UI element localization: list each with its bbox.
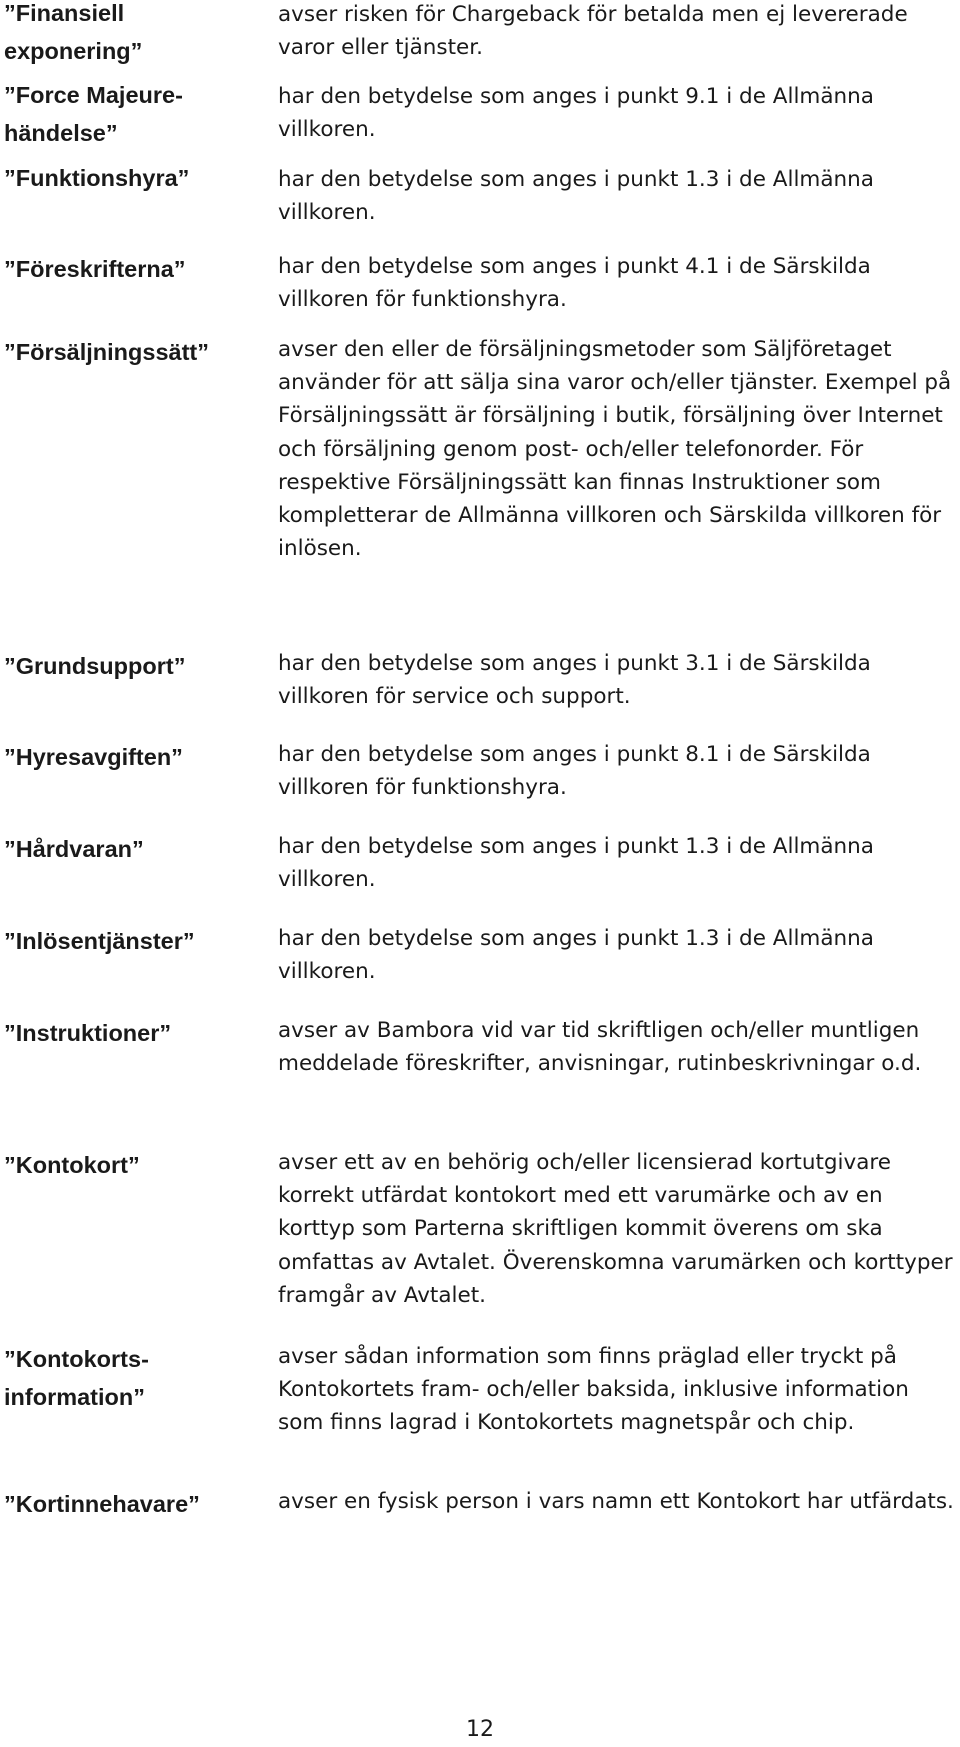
definition-text: har den betydelse som anges i punkt 1.3 i de Allmänna villkoren.: [278, 926, 874, 985]
definition-term: ”Funktionshyra”: [4, 165, 190, 191]
definition-term: ”Finansiell exponering”: [4, 0, 143, 64]
definition-term: ”Försäljningssätt”: [4, 339, 210, 365]
definition-text: har den betydelse som anges i punkt 8.1 i de Särskilda villkoren för funktionshyra.: [278, 742, 871, 801]
definition-text: avser av Bambora vid var tid skriftligen och/eller muntligen meddelade föreskrifter, anvisningar, rutinbeskrivningar o.d.: [278, 1018, 922, 1077]
definition-term: ”Grundsupport”: [4, 653, 186, 679]
definition-term: ”Hyresavgiften”: [4, 744, 183, 770]
definition-term: ”Kontokorts- information”: [4, 1346, 149, 1410]
definition-text: har den betydelse som anges i punkt 4.1 i de Särskilda villkoren för funktionshyra.: [278, 254, 871, 313]
definition-text: avser sådan information som finns präglad eller tryckt på Kontokortets fram- och/eller baksida, inklusive information som finns lagrad i Kontokortets magnetspår och chip.: [278, 1344, 909, 1436]
definition-term: ”Inlösentjänster”: [4, 928, 195, 954]
definition-text: avser en fysisk person i vars namn ett Kontokort har utfärdats.: [278, 1489, 954, 1514]
definition-text: har den betydelse som anges i punkt 3.1 i de Särskilda villkoren för service och support.: [278, 651, 871, 710]
definition-text: avser risken för Chargeback för betalda men ej levererade varor eller tjänster.: [278, 2, 908, 61]
definition-term: ”Kontokort”: [4, 1152, 140, 1178]
definition-term: ”Kortinnehavare”: [4, 1491, 200, 1517]
definition-text: avser den eller de försäljningsmetoder som Säljföretaget använder för att sälja sina varor och/eller tjänster. Exempel på Försäljningssätt är försäljning i butik, försäljning över Internet och försäljning genom post- och/eller telefonorder. För respektive Försäljningssätt kan finnas Instruktioner som kompletterar de Allmänna villkoren och Särskilda villkoren för inlösen.: [278, 337, 952, 562]
definition-text: avser ett av en behörig och/eller licensierad kortutgivare korrekt utfärdat kontokort med ett varumärke och av en korttyp som Parterna skriftligen kommit överens om ska omfattas av Avtalet. Överenskomna varumärken och korttyper framgår av Avtalet.: [278, 1150, 953, 1308]
definition-text: har den betydelse som anges i punkt 1.3 i de Allmänna villkoren.: [278, 167, 874, 226]
definition-text: har den betydelse som anges i punkt 1.3 i de Allmänna villkoren.: [278, 834, 874, 893]
definition-text: har den betydelse som anges i punkt 9.1 i de Allmänna villkoren.: [278, 84, 874, 143]
definition-term: ”Instruktioner”: [4, 1020, 172, 1046]
page-number: 12: [466, 1717, 494, 1742]
definition-term: ”Hårdvaran”: [4, 836, 144, 862]
definition-term: ”Force Majeure- händelse”: [4, 82, 183, 146]
definition-term: ”Föreskrifterna”: [4, 256, 186, 282]
